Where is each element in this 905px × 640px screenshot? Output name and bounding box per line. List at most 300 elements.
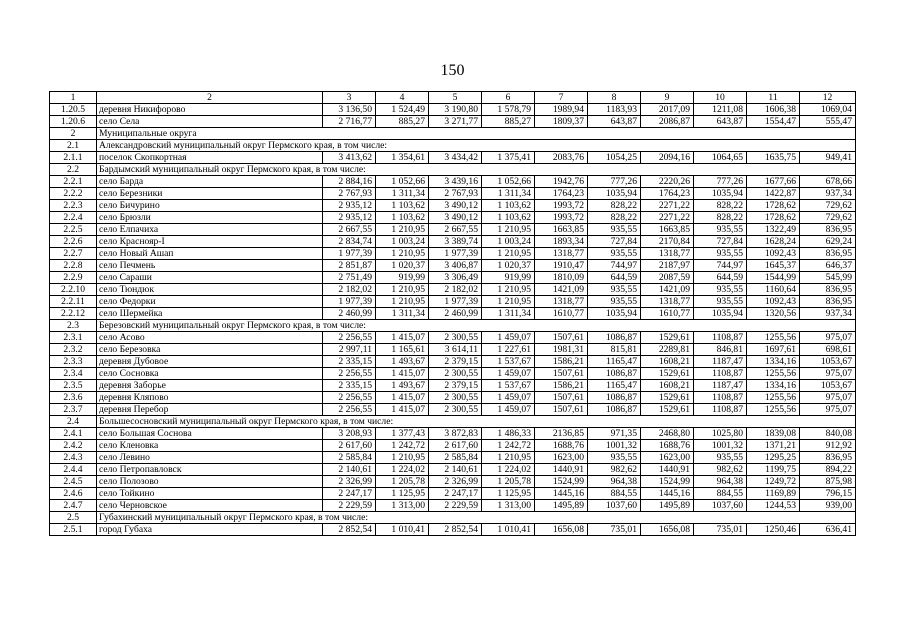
value-cell: 1053,67 bbox=[800, 380, 856, 392]
value-cell: 2 300,55 bbox=[429, 368, 482, 380]
settlement-name: село Тойкино bbox=[97, 488, 323, 500]
value-cell: 1086,87 bbox=[588, 332, 641, 344]
row-code: 2.2.8 bbox=[50, 260, 97, 272]
table-row bbox=[50, 260, 856, 272]
section-title: Александровский муниципальный округ Пермского края, в том числе: bbox=[97, 140, 856, 152]
value-cell: 935,55 bbox=[694, 224, 747, 236]
table-row bbox=[50, 236, 856, 248]
section-title: Березовский муниципальный округ Пермского края, в том числе: bbox=[97, 320, 856, 332]
settlement-name: село Тюндюк bbox=[97, 284, 323, 296]
row-code: 2.2.10 bbox=[50, 284, 97, 296]
row-code: 2.2.12 bbox=[50, 308, 97, 320]
value-cell: 1169,89 bbox=[747, 488, 800, 500]
value-cell: 935,55 bbox=[588, 224, 641, 236]
value-cell: 1 415,07 bbox=[376, 404, 429, 416]
value-cell: 919,99 bbox=[376, 272, 429, 284]
value-cell: 1445,16 bbox=[535, 488, 588, 500]
value-cell: 2 751,49 bbox=[323, 272, 376, 284]
row-code: 2.2.5 bbox=[50, 224, 97, 236]
value-cell: 975,07 bbox=[800, 368, 856, 380]
table-row bbox=[50, 248, 856, 260]
row-code: 2.4.1 bbox=[50, 428, 97, 440]
row-code: 2.1 bbox=[50, 140, 97, 152]
value-cell: 643,87 bbox=[694, 116, 747, 128]
row-code: 2.3.1 bbox=[50, 332, 97, 344]
value-cell: 2 834,74 bbox=[323, 236, 376, 248]
value-cell: 1809,37 bbox=[535, 116, 588, 128]
value-cell: 2 326,99 bbox=[429, 476, 482, 488]
value-cell: 2 140,61 bbox=[323, 464, 376, 476]
column-header: 4 bbox=[376, 92, 429, 104]
value-cell: 1 459,07 bbox=[482, 332, 535, 344]
value-cell: 2094,16 bbox=[641, 152, 694, 164]
value-cell: 3 306,49 bbox=[429, 272, 482, 284]
value-cell: 3 208,93 bbox=[323, 428, 376, 440]
value-cell: 836,95 bbox=[800, 284, 856, 296]
value-cell: 1318,77 bbox=[535, 296, 588, 308]
value-cell: 1993,72 bbox=[535, 200, 588, 212]
row-code: 2.3 bbox=[50, 320, 97, 332]
value-cell: 2 667,55 bbox=[429, 224, 482, 236]
row-code: 2.4.5 bbox=[50, 476, 97, 488]
row-code: 2.2.11 bbox=[50, 296, 97, 308]
value-cell: 1764,23 bbox=[535, 188, 588, 200]
value-cell: 1 210,95 bbox=[482, 248, 535, 260]
value-cell: 777,26 bbox=[694, 176, 747, 188]
value-cell: 982,62 bbox=[694, 464, 747, 476]
value-cell: 975,07 bbox=[800, 392, 856, 404]
value-cell: 2086,87 bbox=[641, 116, 694, 128]
value-cell: 884,55 bbox=[694, 488, 747, 500]
value-cell: 2 997,11 bbox=[323, 344, 376, 356]
value-cell: 545,99 bbox=[800, 272, 856, 284]
value-cell: 1108,87 bbox=[694, 368, 747, 380]
value-cell: 3 271,77 bbox=[429, 116, 482, 128]
table-row bbox=[50, 452, 856, 464]
settlement-name: деревня Заборье bbox=[97, 380, 323, 392]
value-cell: 1318,77 bbox=[535, 248, 588, 260]
value-cell: 1554,47 bbox=[747, 116, 800, 128]
value-cell: 2017,09 bbox=[641, 104, 694, 116]
value-cell: 1608,21 bbox=[641, 380, 694, 392]
value-cell: 1054,25 bbox=[588, 152, 641, 164]
value-cell: 1 010,41 bbox=[482, 524, 535, 536]
table-row bbox=[50, 344, 856, 356]
value-cell: 1697,61 bbox=[747, 344, 800, 356]
value-cell: 828,22 bbox=[694, 212, 747, 224]
table-row bbox=[50, 176, 856, 188]
value-cell: 777,26 bbox=[588, 176, 641, 188]
value-cell: 1 537,67 bbox=[482, 356, 535, 368]
column-header: 9 bbox=[641, 92, 694, 104]
value-cell: 2 379,15 bbox=[429, 380, 482, 392]
value-cell: 3 490,12 bbox=[429, 212, 482, 224]
row-code: 2.2.2 bbox=[50, 188, 97, 200]
value-cell: 1092,43 bbox=[747, 296, 800, 308]
value-cell: 1 210,95 bbox=[482, 284, 535, 296]
row-code: 2.4.4 bbox=[50, 464, 97, 476]
row-code: 2.2 bbox=[50, 164, 97, 176]
value-cell: 1 537,67 bbox=[482, 380, 535, 392]
value-cell: 2 326,99 bbox=[323, 476, 376, 488]
value-cell: 1322,49 bbox=[747, 224, 800, 236]
value-cell: 3 190,80 bbox=[429, 104, 482, 116]
section-row bbox=[50, 416, 856, 428]
table-row bbox=[50, 116, 856, 128]
column-header: 2 bbox=[97, 92, 323, 104]
value-cell: 1 415,07 bbox=[376, 392, 429, 404]
value-cell: 1529,61 bbox=[641, 392, 694, 404]
value-cell: 2 256,55 bbox=[323, 368, 376, 380]
value-cell: 643,87 bbox=[588, 116, 641, 128]
value-cell: 2 617,60 bbox=[323, 440, 376, 452]
settlement-name: деревня Кляпово bbox=[97, 392, 323, 404]
value-cell: 1053,67 bbox=[800, 356, 856, 368]
value-cell: 2 335,15 bbox=[323, 356, 376, 368]
value-cell: 894,22 bbox=[800, 464, 856, 476]
value-cell: 2 767,93 bbox=[429, 188, 482, 200]
value-cell: 2 229,59 bbox=[323, 500, 376, 512]
table-row bbox=[50, 428, 856, 440]
page-number: 150 bbox=[440, 62, 465, 79]
value-cell: 1 242,72 bbox=[482, 440, 535, 452]
value-cell: 836,95 bbox=[800, 296, 856, 308]
value-cell: 1037,60 bbox=[694, 500, 747, 512]
settlement-name: село Шермейка bbox=[97, 308, 323, 320]
value-cell: 1165,47 bbox=[588, 356, 641, 368]
value-cell: 1 977,39 bbox=[323, 296, 376, 308]
settlement-name: село Петропавловск bbox=[97, 464, 323, 476]
value-cell: 2 617,60 bbox=[429, 440, 482, 452]
value-cell: 1 052,66 bbox=[482, 176, 535, 188]
table-row bbox=[50, 380, 856, 392]
value-cell: 1255,56 bbox=[747, 368, 800, 380]
value-cell: 1 103,62 bbox=[376, 200, 429, 212]
value-cell: 1 354,61 bbox=[376, 152, 429, 164]
row-code: 2.4.3 bbox=[50, 452, 97, 464]
table-row bbox=[50, 296, 856, 308]
table-row bbox=[50, 404, 856, 416]
value-cell: 1628,24 bbox=[747, 236, 800, 248]
table-row bbox=[50, 152, 856, 164]
row-code: 2.4 bbox=[50, 416, 97, 428]
value-cell: 1035,94 bbox=[694, 308, 747, 320]
value-cell: 840,08 bbox=[800, 428, 856, 440]
column-header: 10 bbox=[694, 92, 747, 104]
row-code: 1.20.5 bbox=[50, 104, 97, 116]
value-cell: 1 524,49 bbox=[376, 104, 429, 116]
value-cell: 1610,77 bbox=[641, 308, 694, 320]
value-cell: 1001,32 bbox=[588, 440, 641, 452]
row-code: 2 bbox=[50, 128, 97, 140]
value-cell: 729,62 bbox=[800, 212, 856, 224]
value-cell: 1035,94 bbox=[694, 188, 747, 200]
column-header: 12 bbox=[800, 92, 856, 104]
value-cell: 2 300,55 bbox=[429, 404, 482, 416]
value-cell: 1 311,34 bbox=[482, 308, 535, 320]
settlement-name: село Большая Соснова bbox=[97, 428, 323, 440]
value-cell: 1 415,07 bbox=[376, 332, 429, 344]
value-cell: 1250,46 bbox=[747, 524, 800, 536]
value-cell: 1244,53 bbox=[747, 500, 800, 512]
value-cell: 2271,22 bbox=[641, 200, 694, 212]
value-cell: 1610,77 bbox=[535, 308, 588, 320]
tariff-table bbox=[49, 91, 856, 536]
row-code: 2.2.6 bbox=[50, 236, 97, 248]
value-cell: 1586,21 bbox=[535, 380, 588, 392]
value-cell: 1064,65 bbox=[694, 152, 747, 164]
column-header: 7 bbox=[535, 92, 588, 104]
value-cell: 2220,26 bbox=[641, 176, 694, 188]
value-cell: 937,34 bbox=[800, 308, 856, 320]
settlement-name: поселок Скопкортная bbox=[97, 152, 323, 164]
value-cell: 1 578,79 bbox=[482, 104, 535, 116]
value-cell: 1 977,39 bbox=[429, 248, 482, 260]
value-cell: 1255,56 bbox=[747, 392, 800, 404]
table-row bbox=[50, 104, 856, 116]
row-code: 2.2.1 bbox=[50, 176, 97, 188]
row-code: 2.5.1 bbox=[50, 524, 97, 536]
value-cell: 828,22 bbox=[588, 200, 641, 212]
value-cell: 1318,77 bbox=[641, 296, 694, 308]
value-cell: 1 125,95 bbox=[376, 488, 429, 500]
table-row bbox=[50, 284, 856, 296]
value-cell: 1623,00 bbox=[535, 452, 588, 464]
value-cell: 1108,87 bbox=[694, 404, 747, 416]
value-cell: 1 210,95 bbox=[482, 296, 535, 308]
value-cell: 1422,87 bbox=[747, 188, 800, 200]
value-cell: 3 389,74 bbox=[429, 236, 482, 248]
value-cell: 1 103,62 bbox=[376, 212, 429, 224]
value-cell: 1 311,34 bbox=[376, 308, 429, 320]
section-row bbox=[50, 140, 856, 152]
value-cell: 885,27 bbox=[482, 116, 535, 128]
value-cell: 1318,77 bbox=[641, 248, 694, 260]
section-row bbox=[50, 164, 856, 176]
value-cell: 1035,94 bbox=[588, 188, 641, 200]
row-code: 2.3.2 bbox=[50, 344, 97, 356]
value-cell: 1688,76 bbox=[535, 440, 588, 452]
value-cell: 1942,76 bbox=[535, 176, 588, 188]
row-code: 2.3.5 bbox=[50, 380, 97, 392]
value-cell: 935,55 bbox=[694, 452, 747, 464]
column-header: 6 bbox=[482, 92, 535, 104]
value-cell: 2 140,61 bbox=[429, 464, 482, 476]
value-cell: 1 205,78 bbox=[482, 476, 535, 488]
row-code: 2.2.9 bbox=[50, 272, 97, 284]
value-cell: 1334,16 bbox=[747, 356, 800, 368]
value-cell: 1 493,67 bbox=[376, 356, 429, 368]
settlement-name: село Кленовка bbox=[97, 440, 323, 452]
value-cell: 935,55 bbox=[588, 296, 641, 308]
value-cell: 3 434,42 bbox=[429, 152, 482, 164]
value-cell: 875,98 bbox=[800, 476, 856, 488]
value-cell: 1586,21 bbox=[535, 356, 588, 368]
value-cell: 744,97 bbox=[694, 260, 747, 272]
value-cell: 1608,21 bbox=[641, 356, 694, 368]
value-cell: 1187,47 bbox=[694, 356, 747, 368]
value-cell: 1839,08 bbox=[747, 428, 800, 440]
column-header: 5 bbox=[429, 92, 482, 104]
value-cell: 1255,56 bbox=[747, 404, 800, 416]
table-row bbox=[50, 488, 856, 500]
value-cell: 2 300,55 bbox=[429, 332, 482, 344]
row-code: 2.4.7 bbox=[50, 500, 97, 512]
value-cell: 2 716,77 bbox=[323, 116, 376, 128]
value-cell: 1606,38 bbox=[747, 104, 800, 116]
value-cell: 1108,87 bbox=[694, 392, 747, 404]
value-cell: 2 852,54 bbox=[429, 524, 482, 536]
value-cell: 975,07 bbox=[800, 404, 856, 416]
settlement-name: село Асово bbox=[97, 332, 323, 344]
value-cell: 3 872,83 bbox=[429, 428, 482, 440]
value-cell: 975,07 bbox=[800, 332, 856, 344]
value-cell: 646,37 bbox=[800, 260, 856, 272]
value-cell: 729,62 bbox=[800, 200, 856, 212]
value-cell: 1810,09 bbox=[535, 272, 588, 284]
value-cell: 1524,99 bbox=[641, 476, 694, 488]
value-cell: 1445,16 bbox=[641, 488, 694, 500]
table-row bbox=[50, 308, 856, 320]
table-row bbox=[50, 356, 856, 368]
section-title: Муниципальные округа bbox=[97, 128, 856, 140]
value-cell: 836,95 bbox=[800, 224, 856, 236]
value-cell: 744,97 bbox=[588, 260, 641, 272]
value-cell: 935,55 bbox=[694, 248, 747, 260]
settlement-name: город Губаха bbox=[97, 524, 323, 536]
table-row bbox=[50, 500, 856, 512]
value-cell: 935,55 bbox=[694, 296, 747, 308]
value-cell: 698,61 bbox=[800, 344, 856, 356]
value-cell: 735,01 bbox=[588, 524, 641, 536]
table-row bbox=[50, 392, 856, 404]
value-cell: 1529,61 bbox=[641, 404, 694, 416]
value-cell: 1001,32 bbox=[694, 440, 747, 452]
value-cell: 1160,64 bbox=[747, 284, 800, 296]
value-cell: 555,47 bbox=[800, 116, 856, 128]
table-row bbox=[50, 212, 856, 224]
value-cell: 2 851,87 bbox=[323, 260, 376, 272]
value-cell: 1 459,07 bbox=[482, 368, 535, 380]
settlement-name: село Брюзли bbox=[97, 212, 323, 224]
value-cell: 2 852,54 bbox=[323, 524, 376, 536]
value-cell: 1 459,07 bbox=[482, 392, 535, 404]
value-cell: 1 003,24 bbox=[376, 236, 429, 248]
settlement-name: деревня Никифорово bbox=[97, 104, 323, 116]
value-cell: 1529,61 bbox=[641, 368, 694, 380]
value-cell: 1 205,78 bbox=[376, 476, 429, 488]
table-row bbox=[50, 188, 856, 200]
value-cell: 1255,56 bbox=[747, 332, 800, 344]
value-cell: 2 256,55 bbox=[323, 404, 376, 416]
value-cell: 1 311,34 bbox=[376, 188, 429, 200]
settlement-name: деревня Перебор bbox=[97, 404, 323, 416]
column-header: 1 bbox=[50, 92, 97, 104]
value-cell: 937,34 bbox=[800, 188, 856, 200]
header-row bbox=[50, 92, 856, 104]
column-header: 8 bbox=[588, 92, 641, 104]
value-cell: 1 486,33 bbox=[482, 428, 535, 440]
value-cell: 2 667,55 bbox=[323, 224, 376, 236]
value-cell: 1 313,00 bbox=[376, 500, 429, 512]
row-code: 2.3.4 bbox=[50, 368, 97, 380]
value-cell: 1421,09 bbox=[535, 284, 588, 296]
value-cell: 1069,04 bbox=[800, 104, 856, 116]
table-row bbox=[50, 464, 856, 476]
settlement-name: село Сосновка bbox=[97, 368, 323, 380]
value-cell: 727,84 bbox=[588, 236, 641, 248]
value-cell: 3 439,16 bbox=[429, 176, 482, 188]
value-cell: 1 052,66 bbox=[376, 176, 429, 188]
value-cell: 1981,31 bbox=[535, 344, 588, 356]
value-cell: 964,38 bbox=[588, 476, 641, 488]
value-cell: 2 256,55 bbox=[323, 392, 376, 404]
value-cell: 727,84 bbox=[694, 236, 747, 248]
value-cell: 1 311,34 bbox=[482, 188, 535, 200]
settlement-name: село Березники bbox=[97, 188, 323, 200]
value-cell: 644,59 bbox=[694, 272, 747, 284]
value-cell: 2 884,16 bbox=[323, 176, 376, 188]
row-code: 2.2.4 bbox=[50, 212, 97, 224]
settlement-name: село Села bbox=[97, 116, 323, 128]
value-cell: 629,24 bbox=[800, 236, 856, 248]
value-cell: 1728,62 bbox=[747, 200, 800, 212]
value-cell: 971,35 bbox=[588, 428, 641, 440]
value-cell: 836,95 bbox=[800, 248, 856, 260]
settlement-name: село Полозово bbox=[97, 476, 323, 488]
value-cell: 2 247,17 bbox=[429, 488, 482, 500]
value-cell: 1 224,02 bbox=[482, 464, 535, 476]
value-cell: 1645,37 bbox=[747, 260, 800, 272]
value-cell: 815,81 bbox=[588, 344, 641, 356]
value-cell: 1421,09 bbox=[641, 284, 694, 296]
value-cell: 964,38 bbox=[694, 476, 747, 488]
value-cell: 1893,34 bbox=[535, 236, 588, 248]
value-cell: 1663,85 bbox=[535, 224, 588, 236]
value-cell: 644,59 bbox=[588, 272, 641, 284]
value-cell: 2 935,12 bbox=[323, 212, 376, 224]
value-cell: 2 935,12 bbox=[323, 200, 376, 212]
value-cell: 2271,22 bbox=[641, 212, 694, 224]
value-cell: 2136,85 bbox=[535, 428, 588, 440]
section-row bbox=[50, 512, 856, 524]
value-cell: 2083,76 bbox=[535, 152, 588, 164]
value-cell: 1507,61 bbox=[535, 404, 588, 416]
value-cell: 1 415,07 bbox=[376, 368, 429, 380]
value-cell: 3 490,12 bbox=[429, 200, 482, 212]
value-cell: 1 242,72 bbox=[376, 440, 429, 452]
value-cell: 1 493,67 bbox=[376, 380, 429, 392]
value-cell: 1529,61 bbox=[641, 332, 694, 344]
value-cell: 1086,87 bbox=[588, 368, 641, 380]
value-cell: 1187,47 bbox=[694, 380, 747, 392]
value-cell: 1656,08 bbox=[535, 524, 588, 536]
value-cell: 1507,61 bbox=[535, 368, 588, 380]
row-code: 2.4.6 bbox=[50, 488, 97, 500]
value-cell: 2 585,84 bbox=[429, 452, 482, 464]
row-code: 2.3.3 bbox=[50, 356, 97, 368]
value-cell: 1993,72 bbox=[535, 212, 588, 224]
row-code: 2.1.1 bbox=[50, 152, 97, 164]
value-cell: 1 224,02 bbox=[376, 464, 429, 476]
table-row bbox=[50, 200, 856, 212]
settlement-name: село Елпачиха bbox=[97, 224, 323, 236]
table-row bbox=[50, 524, 856, 536]
value-cell: 1 459,07 bbox=[482, 404, 535, 416]
row-code: 1.20.6 bbox=[50, 116, 97, 128]
column-header: 3 bbox=[323, 92, 376, 104]
value-cell: 2 335,15 bbox=[323, 380, 376, 392]
